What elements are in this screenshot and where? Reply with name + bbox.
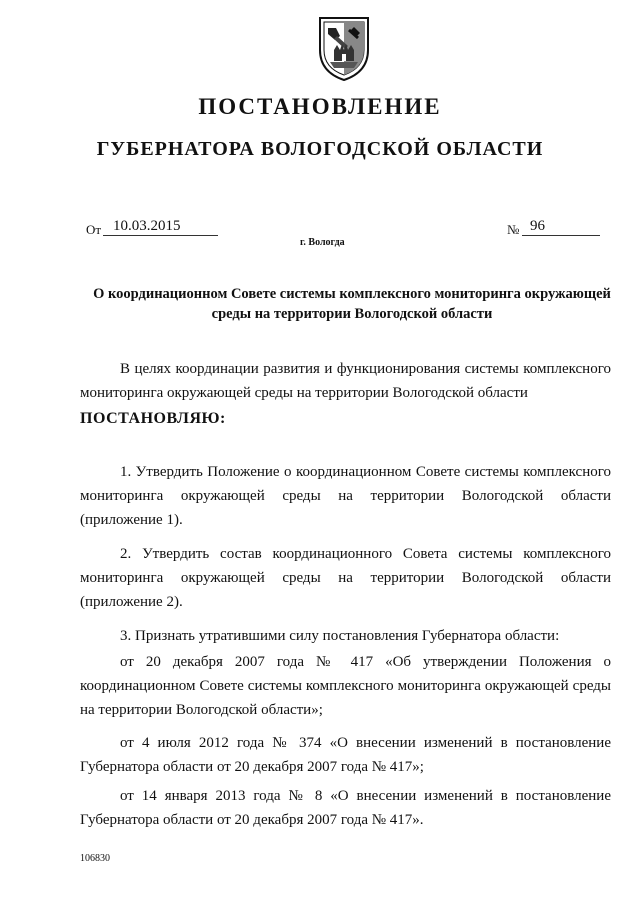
document-city: г. Вологда [300,237,345,248]
document-number: 96 [522,218,600,236]
decree-heading: ПОСТАНОВЛЯЮ: [80,410,226,427]
intro-paragraph: В целях координации развития и функционирования системы комплексного мониторинга окружающей среды на территории Вологодской области [80,361,611,401]
document-title: ПОСТАНОВЛЕНИЕ [198,94,442,119]
number-prefix: № [507,222,520,237]
document-subject: О координационном Совете системы комплексного мониторинга окружающей среды на территории Вологодской области [93,286,611,322]
item-3-paragraph: 3. Признать утратившими силу постановления Губернатора области: [120,628,560,644]
item-3-subitem-a: от 20 декабря 2007 года № 417 «Об утверждении Положения о координационном Совете системы комплексного мониторинга окружающей среды на территории Вологодской области»; [80,654,611,718]
document-code: 106830 [80,853,110,864]
item-3-subitem-c: от 14 января 2013 года № 8 «О внесении изменений в постановление Губернатора области от 20 декабря 2007 года № 417». [80,788,611,828]
item-2-paragraph: 2. Утвердить состав координационного Совета системы комплексного мониторинга окружающей среды на территории Вологодской области (приложение 2). [80,546,611,610]
date-prefix: От [86,222,102,237]
document-date: 10.03.2015 [103,218,218,236]
item-3-subitem-b: от 4 июля 2012 года № 374 «О внесении изменений в постановление Губернатора области от 20 декабря 2007 года № 417»; [80,735,611,775]
vologda-coat-of-arms-icon [314,14,374,84]
document-authority: ГУБЕРНАТОРА ВОЛОГОДСКОЙ ОБЛАСТИ [96,138,544,160]
item-1-paragraph: 1. Утвердить Положение о координационном Совете системы комплексного мониторинга окружающей среды на территории Вологодской области (приложение 1). [80,464,611,528]
